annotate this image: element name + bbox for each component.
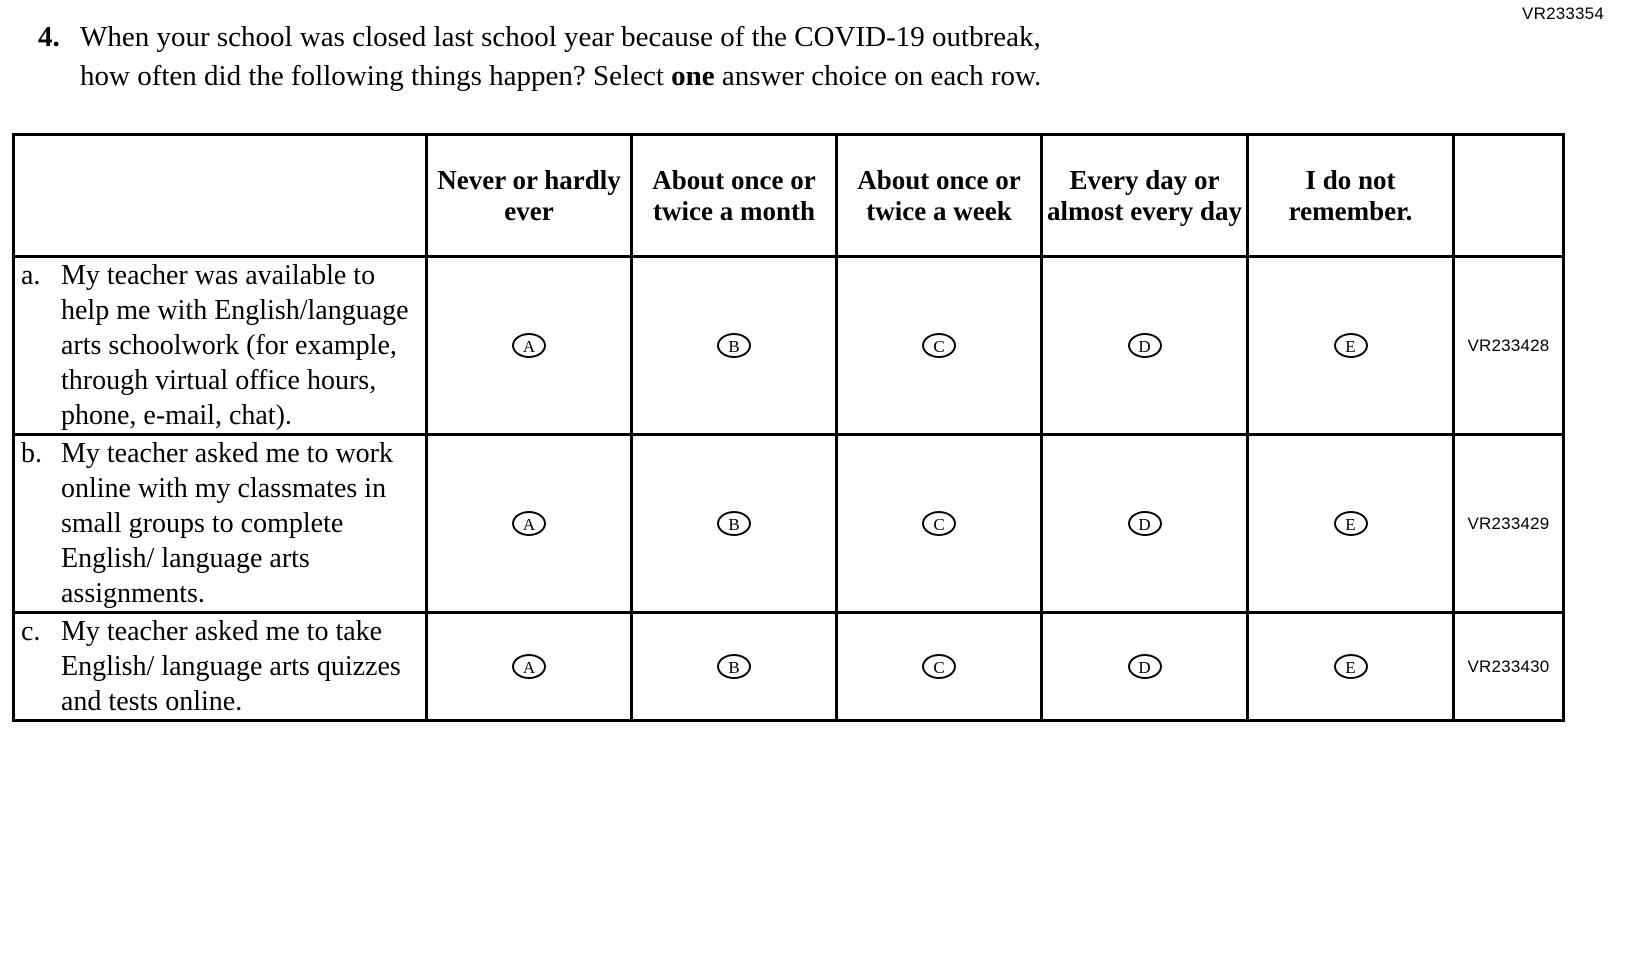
radio-bubble[interactable]: B [717,511,751,536]
row-letter: c. [21,616,41,647]
bubble-cell-b-1[interactable] [427,435,632,613]
bubble-cell-b-5[interactable] [1248,435,1454,613]
radio-bubble[interactable]: A [512,654,546,679]
header-blank-id [1454,135,1564,257]
radio-bubble[interactable]: E [1334,333,1368,358]
row-text: My teacher was available to help me with English/language arts schoolwork (for example, through virtual office hours, phone, e-mail, chat). [61,260,409,431]
row-stem-a [14,257,427,435]
bubble-cell-c-4[interactable] [1042,613,1248,721]
question-line-2-pre: how often did the following things happen? Select [80,60,672,92]
table-row [14,435,1564,613]
radio-bubble[interactable]: C [922,333,956,358]
bubble-cell-a-2[interactable] [632,257,837,435]
radio-bubble[interactable]: E [1334,511,1368,536]
radio-bubble[interactable]: C [922,511,956,536]
radio-bubble[interactable]: C [922,654,956,679]
row-stem-b [14,435,427,613]
row-id-b: VR233429 [1454,435,1564,613]
header-blank-stem [14,135,427,257]
radio-bubble[interactable]: E [1334,654,1368,679]
question-number: 4. [38,21,60,53]
radio-bubble[interactable]: A [512,333,546,358]
radio-bubble[interactable]: A [512,511,546,536]
table-row [14,613,1564,721]
bubble-cell-c-2[interactable] [632,613,837,721]
bubble-cell-c-5[interactable] [1248,613,1454,721]
header-option-a: Never or hardly ever [427,135,632,257]
header-option-d: Every day or almost every day [1042,135,1248,257]
row-id-a: VR233428 [1454,257,1564,435]
row-stem-c [14,613,427,721]
form-id-top: VR233354 [1522,4,1604,23]
bubble-cell-c-1[interactable] [427,613,632,721]
radio-bubble[interactable]: B [717,333,751,358]
bubble-cell-b-4[interactable] [1042,435,1248,613]
header-option-e: I do not remember. [1248,135,1454,257]
row-text: My teacher asked me to work online with my classmates in small groups to complete English/ language arts assignments. [61,438,393,609]
radio-bubble[interactable]: D [1128,511,1162,536]
question-line-1: When your school was closed last school year because of the COVID-19 outbreak, [80,21,1041,53]
question-line-2-emphasis: one [671,60,715,92]
table-row [14,257,1564,435]
radio-bubble[interactable]: D [1128,654,1162,679]
response-matrix [12,133,1565,722]
header-option-b: About once or twice a month [632,135,837,257]
question-line-2-post: answer choice on each row. [714,60,1042,92]
row-letter: b. [21,438,42,469]
radio-bubble[interactable]: B [717,654,751,679]
row-id-c: VR233430 [1454,613,1564,721]
row-text: My teacher asked me to take English/ language arts quizzes and tests online. [61,616,401,717]
question-stem [34,18,1464,96]
bubble-cell-a-1[interactable] [427,257,632,435]
bubble-cell-b-2[interactable] [632,435,837,613]
bubble-cell-a-5[interactable] [1248,257,1454,435]
row-letter: a. [21,260,41,291]
bubble-cell-c-3[interactable] [837,613,1042,721]
header-option-c: About once or twice a week [837,135,1042,257]
radio-bubble[interactable]: D [1128,333,1162,358]
bubble-cell-b-3[interactable] [837,435,1042,613]
matrix-header-row [14,135,1564,257]
bubble-cell-a-4[interactable] [1042,257,1248,435]
bubble-cell-a-3[interactable] [837,257,1042,435]
response-matrix-wrapper [12,133,1550,722]
